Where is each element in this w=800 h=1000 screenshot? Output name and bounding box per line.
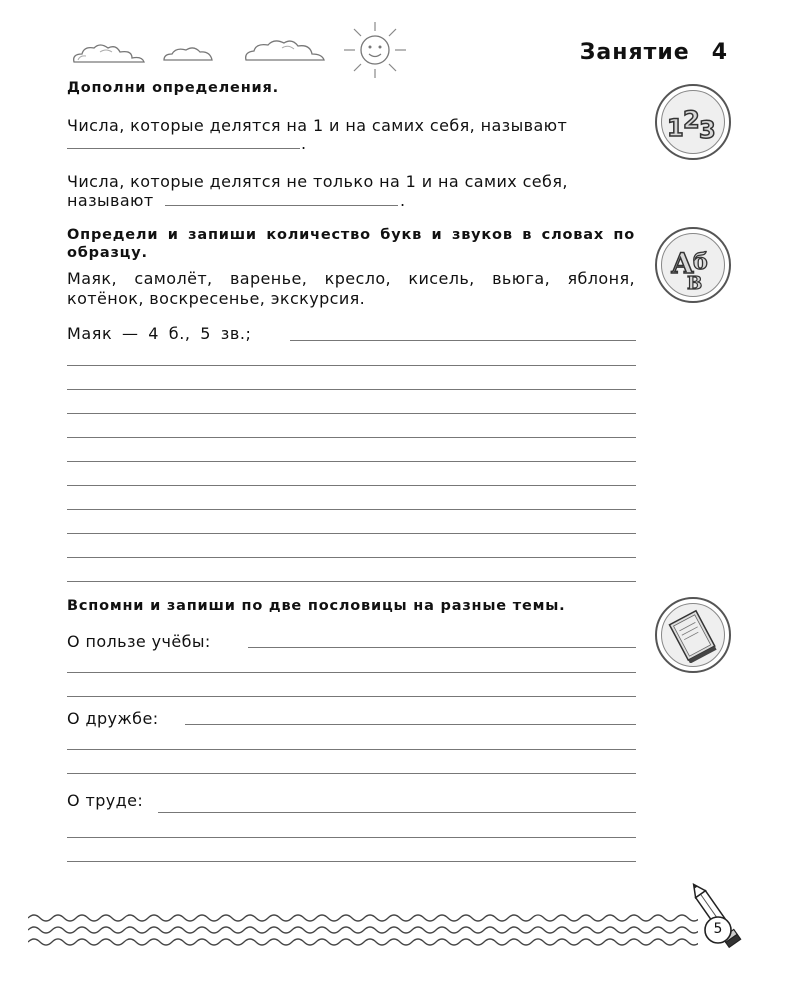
task2-instruction: Определи и запиши количество букв и звуков в словах по образцу. xyxy=(67,227,635,261)
lesson-title xyxy=(580,40,728,65)
cloud-icon xyxy=(70,40,150,68)
answer-line[interactable] xyxy=(67,749,636,750)
task1-sentence1: Числа, которые делятся на 1 и на самих себя, называют xyxy=(67,116,568,135)
numbers-icon xyxy=(663,92,723,152)
answer-line[interactable] xyxy=(185,724,636,725)
answer-line[interactable] xyxy=(67,696,636,697)
answer-line[interactable] xyxy=(67,365,636,366)
lesson-number: 4 xyxy=(711,40,728,65)
answer-line[interactable] xyxy=(67,461,636,462)
cloud-icon xyxy=(242,36,328,66)
task2-words: Маяк, самолёт, варенье, кресло, кисель, вьюга, яблоня, котёнок, воскресенье, экскурсия. xyxy=(67,269,635,308)
topic-study-label: О пользе учёбы: xyxy=(67,632,211,651)
letters-badge xyxy=(655,227,731,303)
wave-decoration xyxy=(28,906,698,956)
svg-text:1: 1 xyxy=(667,114,684,142)
page-number: 5 xyxy=(713,921,723,937)
topic-labor-label: О труде: xyxy=(67,791,144,810)
answer-line[interactable] xyxy=(67,533,636,534)
period: . xyxy=(400,191,406,210)
answer-line[interactable] xyxy=(67,437,636,438)
answer-line[interactable] xyxy=(248,647,636,648)
answer-line[interactable] xyxy=(67,837,636,838)
answer-line[interactable] xyxy=(165,205,398,206)
letters-icon xyxy=(663,235,723,295)
lesson-label: Занятие xyxy=(579,40,690,65)
svg-text:А: А xyxy=(671,247,694,280)
sun-icon xyxy=(338,20,412,80)
answer-line[interactable] xyxy=(67,485,636,486)
cloud-icon xyxy=(160,42,220,66)
task1-sentence2: Числа, которые делятся не только на 1 и на самих себя, xyxy=(67,172,568,191)
answer-line[interactable] xyxy=(158,812,636,813)
book-icon xyxy=(665,607,721,663)
answer-line[interactable] xyxy=(67,509,636,510)
svg-text:3: 3 xyxy=(699,116,716,144)
answer-line[interactable] xyxy=(67,413,636,414)
period: . xyxy=(301,134,307,153)
task1-instruction: Дополни определения. xyxy=(67,80,279,96)
answer-line[interactable] xyxy=(67,672,636,673)
task2-example: Маяк — 4 б., 5 зв.; xyxy=(67,324,252,343)
answer-line[interactable] xyxy=(67,773,636,774)
topic-friendship-label: О дружбе: xyxy=(67,709,159,728)
svg-text:В: В xyxy=(687,273,703,294)
answer-line[interactable] xyxy=(67,861,636,862)
answer-line[interactable] xyxy=(67,389,636,390)
answer-line[interactable] xyxy=(290,340,636,341)
numbers-badge xyxy=(655,84,731,160)
task3-instruction: Вспомни и запиши по две пословицы на разные темы. xyxy=(67,598,566,614)
answer-line[interactable] xyxy=(67,148,300,149)
book-badge xyxy=(655,597,731,673)
answer-line[interactable] xyxy=(67,557,636,558)
answer-line[interactable] xyxy=(67,581,636,582)
task1-sentence2-end: называют xyxy=(67,191,154,210)
svg-text:б: б xyxy=(693,249,708,275)
svg-text:2: 2 xyxy=(683,106,700,134)
